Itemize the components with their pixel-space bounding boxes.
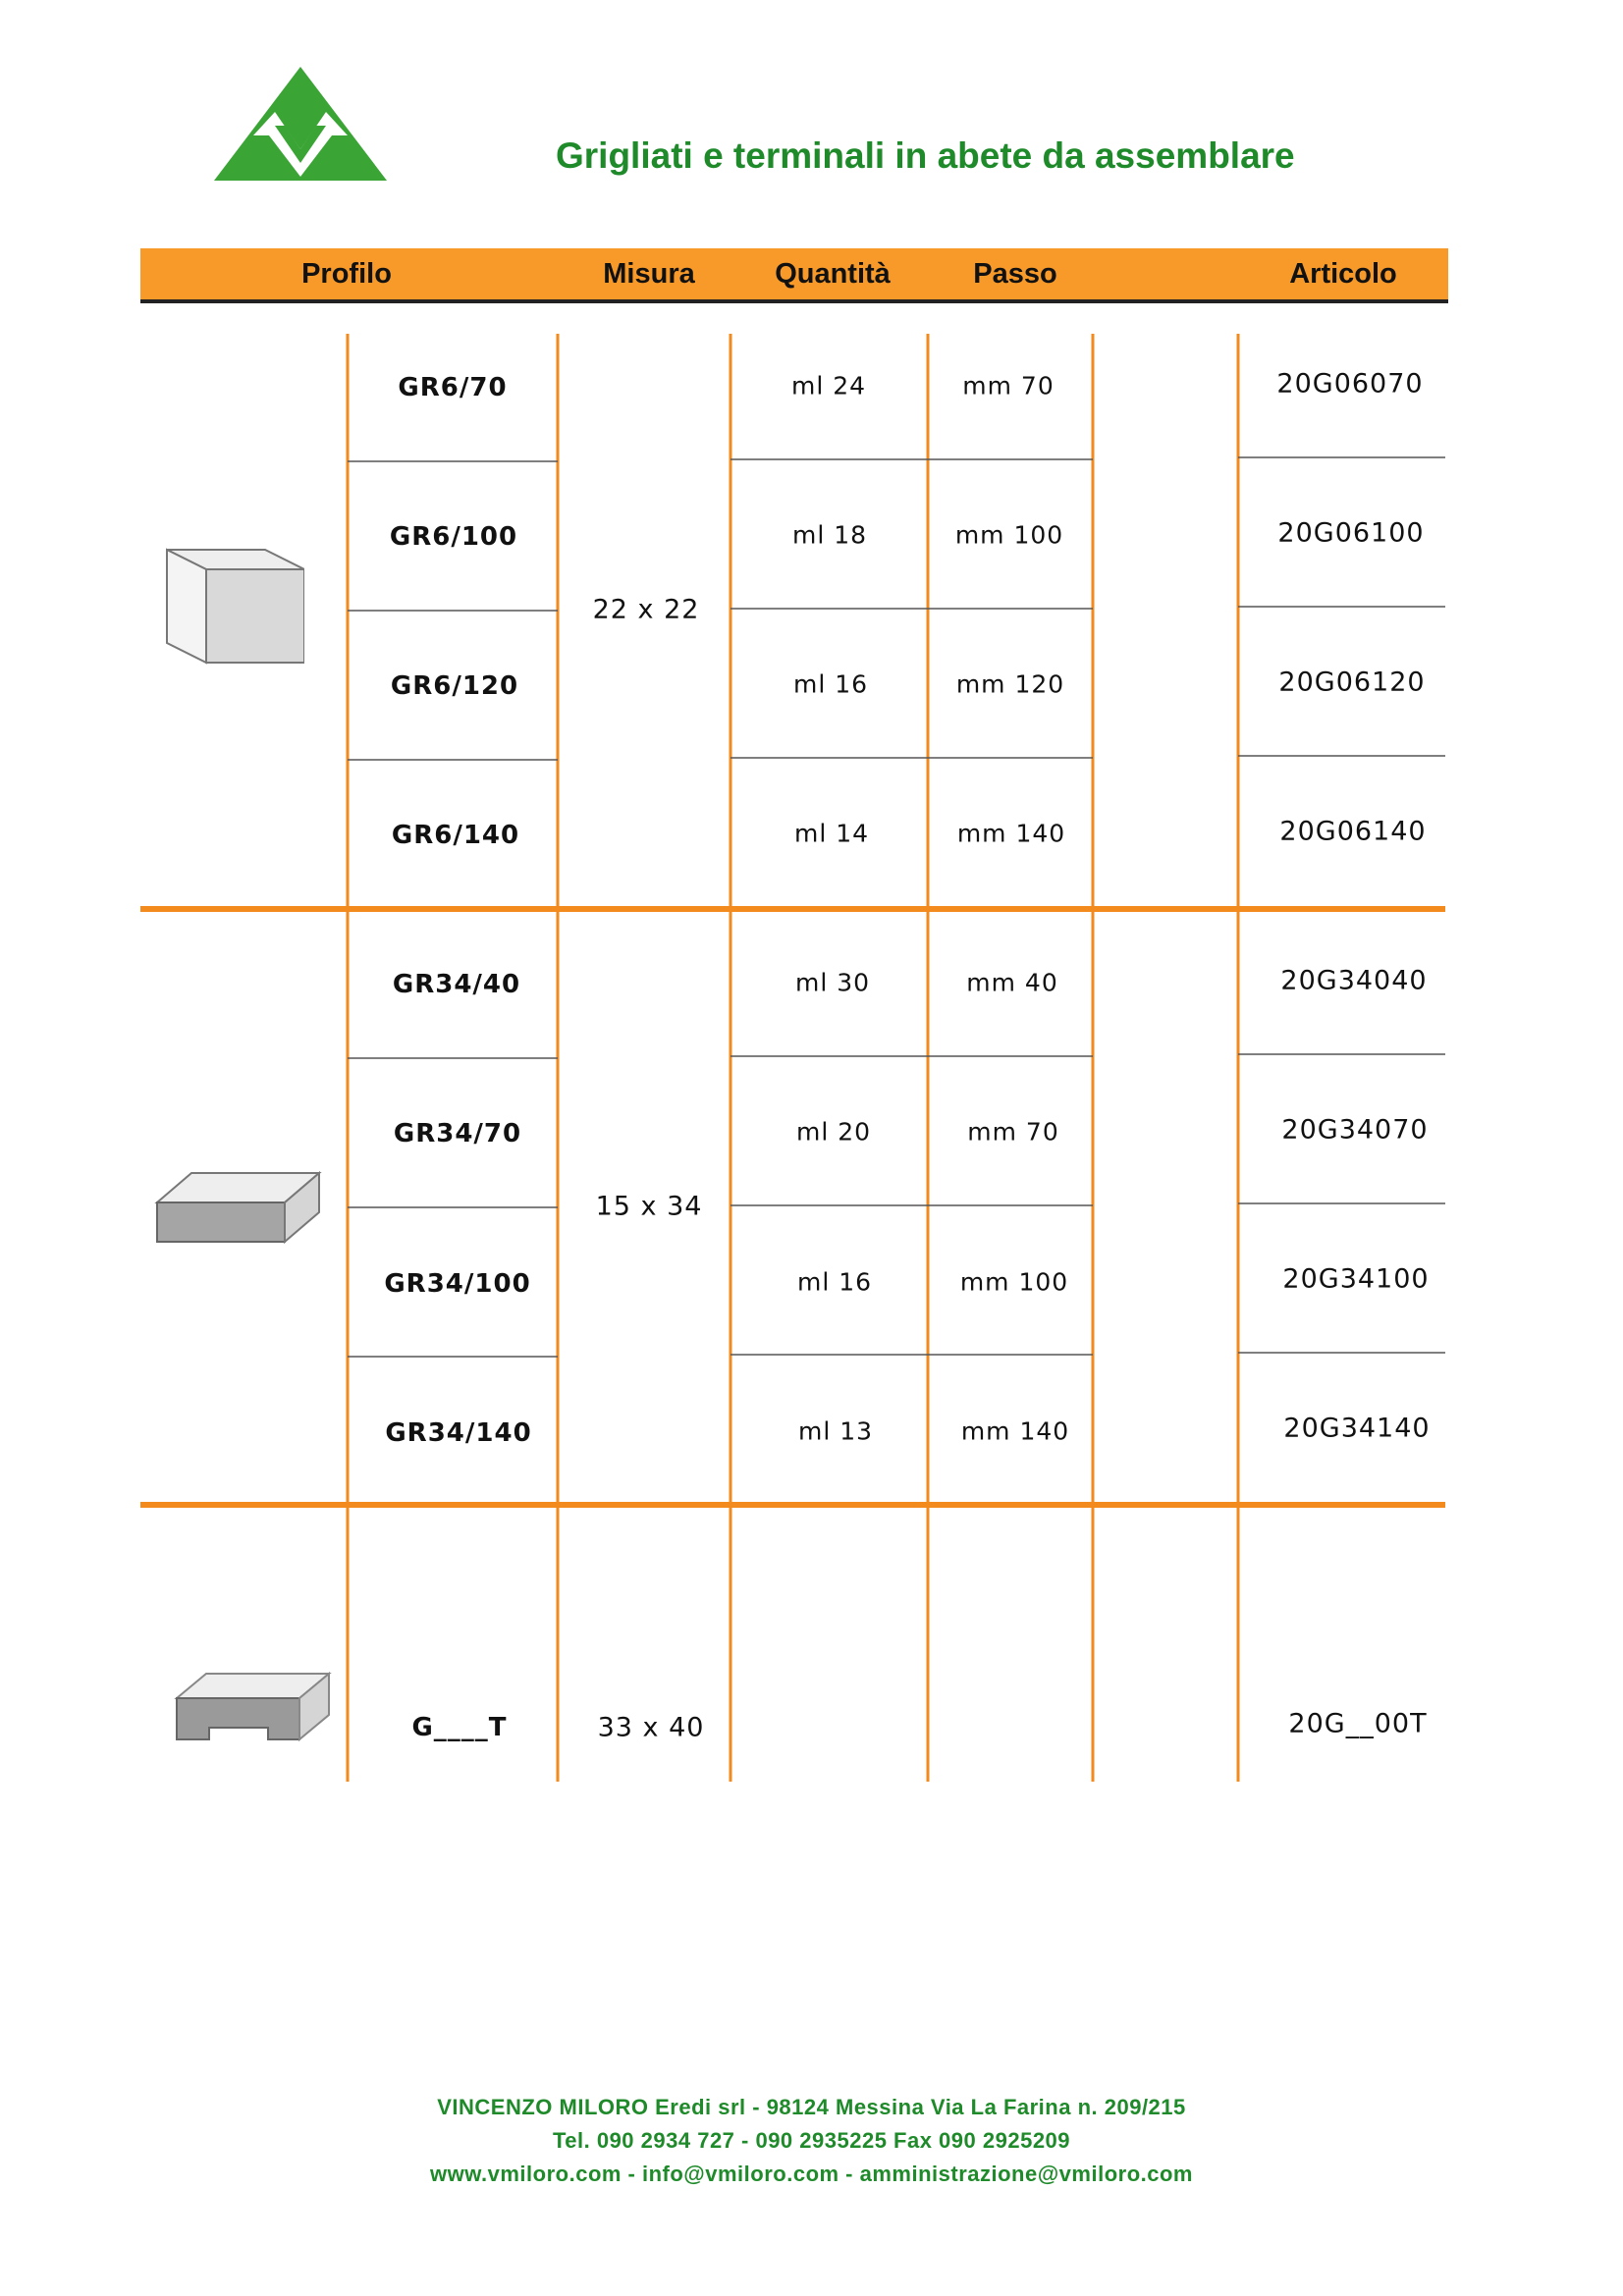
- column-header-profilo: Profilo: [301, 258, 392, 290]
- article-cell: 20G06100: [1277, 517, 1425, 549]
- quantity-cell: ml 14: [793, 819, 870, 848]
- profile-cell: GR6/140: [391, 821, 520, 850]
- footer-web-email: www.vmiloro.com - info@vmiloro.com - amministrazione@vmiloro.com: [430, 2162, 1193, 2186]
- page-title: Grigliati e terminali in abete da assemblare: [556, 135, 1295, 176]
- profile-cell: GR6/70: [398, 373, 508, 402]
- column-header-passo: Passo: [973, 258, 1057, 290]
- quantity-cell: ml 18: [791, 520, 868, 550]
- step-cell: mm 140: [956, 819, 1066, 848]
- size-cell: 15 x 34: [595, 1191, 703, 1222]
- article-cell: 20G__00T: [1288, 1708, 1428, 1739]
- column-header-misura: Misura: [603, 258, 695, 290]
- article-cell: 20G34040: [1280, 965, 1428, 996]
- step-cell: mm 120: [955, 669, 1065, 699]
- column-header-articolo: Articolo: [1289, 258, 1397, 290]
- size-cell: 22 x 22: [592, 594, 700, 625]
- profile-cell: GR34/70: [393, 1119, 522, 1148]
- quantity-cell: ml 16: [796, 1267, 873, 1297]
- quantity-cell: ml 24: [790, 371, 867, 400]
- article-cell: 20G34100: [1282, 1263, 1430, 1295]
- step-cell: mm 70: [962, 371, 1055, 400]
- step-cell: mm 100: [959, 1267, 1069, 1297]
- article-cell: 20G06120: [1278, 667, 1426, 698]
- profile-cell: GR6/100: [389, 522, 518, 552]
- article-cell: 20G34140: [1283, 1413, 1431, 1444]
- quantity-cell: ml 30: [794, 968, 871, 997]
- step-cell: mm 40: [966, 968, 1058, 997]
- article-cell: 20G06140: [1279, 816, 1427, 847]
- step-cell: mm 100: [954, 520, 1064, 550]
- company-logo-icon: [214, 67, 387, 196]
- column-header-quantita: Quantità: [775, 258, 891, 290]
- step-cell: mm 140: [960, 1416, 1070, 1446]
- footer-phone: Tel. 090 2934 727 - 090 2935225 Fax 090 2925209: [552, 2128, 1071, 2153]
- table-header: [140, 248, 1448, 303]
- profile-cell: GR34/40: [392, 970, 521, 999]
- grooved-profile-icon: [172, 1669, 334, 1747]
- profile-cell: GR6/120: [390, 671, 519, 701]
- size-cell: 33 x 40: [597, 1712, 705, 1743]
- quantity-cell: ml 20: [795, 1117, 872, 1147]
- profile-cell: GR34/140: [385, 1418, 532, 1448]
- footer-company-address: VINCENZO MILORO Eredi srl - 98124 Messina Via La Farina n. 209/215: [437, 2095, 1186, 2119]
- profile-cell: GR34/100: [384, 1269, 531, 1299]
- article-cell: 20G06070: [1276, 368, 1424, 400]
- article-cell: 20G34070: [1281, 1114, 1429, 1146]
- profile-cell: G____T: [411, 1713, 508, 1742]
- flat-profile-icon: [152, 1168, 324, 1247]
- square-profile-icon: [157, 530, 304, 667]
- step-cell: mm 70: [967, 1117, 1059, 1147]
- quantity-cell: ml 13: [797, 1416, 874, 1446]
- quantity-cell: ml 16: [792, 669, 869, 699]
